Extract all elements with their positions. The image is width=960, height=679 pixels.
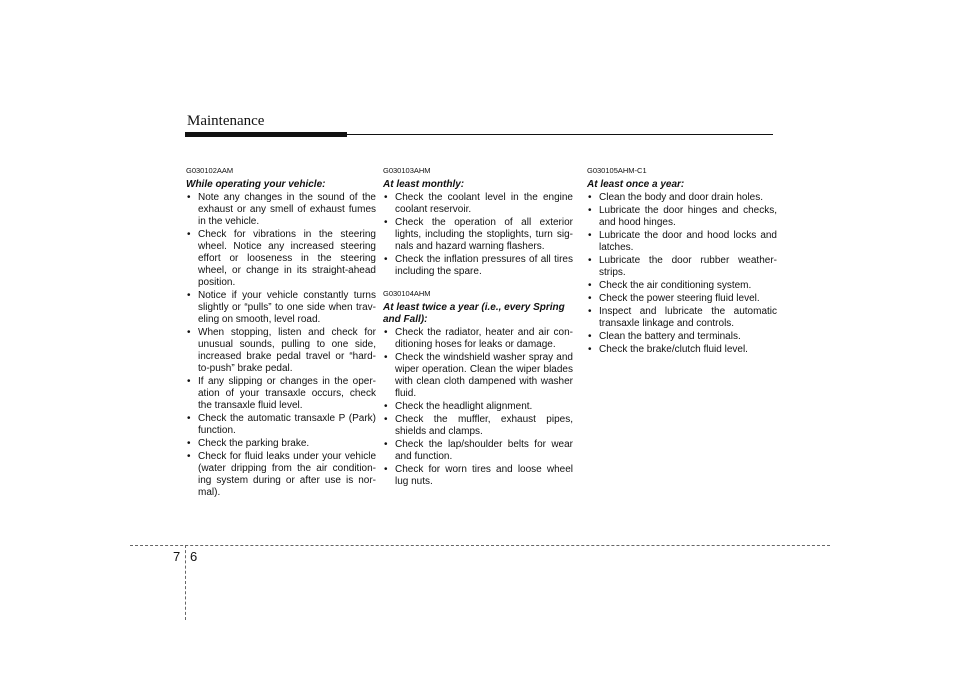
header-rule-accent — [185, 132, 347, 137]
section-twice-a-year — [383, 289, 573, 488]
list-item: • Check the automatic transaxle P (Park) function. — [186, 413, 376, 437]
list-item: • Check the windshield washer spray and wiper operation. Clean the wiper blades with clean cloth dampened with washer fluid. — [383, 352, 573, 400]
section-heading: At least twice a year (i.e., every Spring and Fall): — [383, 302, 565, 325]
content-column-1 — [186, 166, 376, 500]
list-item: • Check the muffler, exhaust pipes, shields and clamps. — [383, 414, 573, 438]
bullet-list — [587, 192, 777, 356]
section-number: 7 — [173, 549, 181, 564]
section-code: G030104AHM — [383, 289, 431, 298]
footer-rule — [130, 545, 830, 546]
list-item: • Lubricate the door rubber weather-strips. — [587, 255, 777, 279]
bullet-list — [383, 327, 573, 488]
list-item: • Lubricate the door hinges and checks, and hood hinges. — [587, 205, 777, 229]
list-item: • Check for worn tires and loose wheel lug nuts. — [383, 464, 573, 488]
list-item: • Check the inflation pressures of all tires including the spare. — [383, 254, 573, 278]
list-item: • When stopping, listen and check for unusual sounds, pulling to one side, increased brake pedal travel or “hard-to-push” brake pedal. — [186, 327, 376, 375]
list-item: • If any slipping or changes in the oper-ation of your transaxle occurs, check the transaxle fluid level. — [186, 376, 376, 412]
section-code: G030103AHM — [383, 166, 431, 175]
section-heading: While operating your vehicle: — [186, 179, 326, 190]
section-code: G030105AHM-C1 — [587, 166, 647, 175]
section-monthly — [383, 166, 573, 278]
list-item: • Lubricate the door and hood locks and latches. — [587, 230, 777, 254]
list-item: • Check for fluid leaks under your vehicle (water dripping from the air condition-ing system during or after use is nor-mal). — [186, 451, 376, 499]
list-item: • Clean the body and door drain holes. — [587, 192, 777, 204]
section-code: G030102AAM — [186, 166, 234, 175]
list-item: • Check the brake/clutch fluid level. — [587, 344, 777, 356]
footer-divider — [185, 545, 186, 620]
list-item: • Check the operation of all exterior lights, including the stoplights, turn sig-nals and hazard warning flashers. — [383, 217, 573, 253]
list-item: • Check the radiator, heater and air con-ditioning hoses for leaks or damage. — [383, 327, 573, 351]
section-heading: At least once a year: — [587, 179, 685, 190]
list-item: • Check the headlight alignment. — [383, 401, 573, 413]
list-item: • Check the parking brake. — [186, 438, 376, 450]
list-item: • Check for vibrations in the steering wheel. Notice any increased steering effort or looseness in the steering wheel, or change in its straight-ahead position. — [186, 229, 376, 289]
bullet-list — [186, 192, 376, 499]
list-item: • Check the coolant level in the engine coolant reservoir. — [383, 192, 573, 216]
list-item: • Check the lap/shoulder belts for wear and function. — [383, 439, 573, 463]
page-title: Maintenance — [187, 113, 265, 129]
section-while-operating — [186, 166, 376, 499]
page-number: 6 — [190, 549, 198, 564]
section-once-a-year — [587, 166, 777, 356]
list-item: • Clean the battery and terminals. — [587, 331, 777, 343]
list-item: • Notice if your vehicle constantly turns slightly or “pulls” to one side when trav-eling on smooth, level road. — [186, 290, 376, 326]
list-item: • Note any changes in the sound of the exhaust or any smell of exhaust fumes in the vehicle. — [186, 192, 376, 228]
content-column-3 — [587, 166, 777, 357]
list-item: • Check the air conditioning system. — [587, 280, 777, 292]
list-item: • Inspect and lubricate the automatic transaxle linkage and controls. — [587, 306, 777, 330]
content-column-2 — [383, 166, 573, 489]
bullet-list — [383, 192, 573, 278]
section-heading: At least monthly: — [383, 179, 465, 190]
list-item: • Check the power steering fluid level. — [587, 293, 777, 305]
